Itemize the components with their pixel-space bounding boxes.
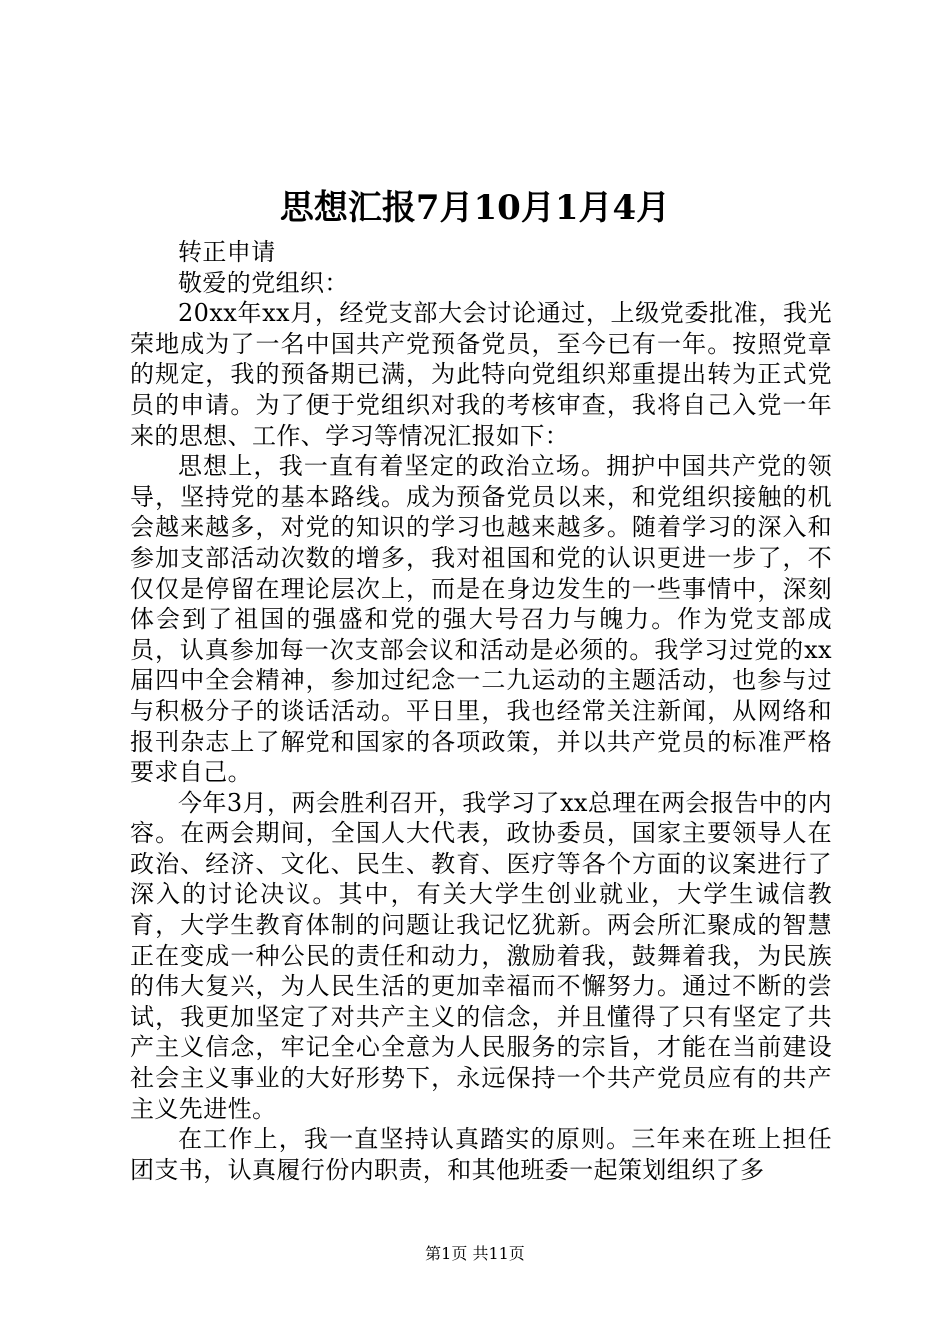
page-number: 第1页 共11页	[425, 1244, 525, 1263]
paragraph-salutation: 敬爱的党组织：	[178, 268, 349, 297]
paragraph-heading: 转正申请	[178, 238, 276, 266]
document-title: 思想汇报7月10月1月4月	[279, 188, 671, 228]
paragraph-intro: 20xx年xx月，经党支部大会讨论通过，上级党委批准，我光荣地成为了一名中国共产党预备党员，至今已有一年。按照党章的规定，我的预备期已满，为此特向党组织郑重提出转为正式党员的申请。为了便于党组织对我的考核审查，我将自己入党一年来的思想、工作、学习等情况汇报如下：	[130, 299, 832, 450]
document-body	[130, 237, 832, 1185]
paragraph-two-sessions: 今年3月，两会胜利召开，我学习了xx总理在两会报告中的内容。在两会期间，全国人大代表，政协委员，国家主要领导人在政治、经济、文化、民生、教育、医疗等各个方面的议案进行了深入的讨论决议。其中，有关大学生创业就业，大学生诚信教育，大学生教育体制的问题让我记忆犹新。两会所汇聚成的智慧正在变成一种公民的责任和动力，激励着我，鼓舞着我，为民族的伟大复兴，为人民生活的更加幸福而不懈努力。通过不断的尝试，我更加坚定了对共产主义的信念，并且懂得了只有坚定了共产主义信念，牢记全心全意为人民服务的宗旨，才能在当前建设社会主义事业的大好形势下，永远保持一个共产党员应有的共产主义先进性。	[130, 788, 832, 1123]
paragraph-thought: 思想上，我一直有着坚定的政治立场。拥护中国共产党的领导，坚持党的基本路线。成为预备党员以来，和党组织接触的机会越来越多，对党的知识的学习也越来越多。随着学习的深入和参加支部活动次数的增多，我对祖国和党的认识更进一步了，不仅仅是停留在理论层次上，而是在身边发生的一些事情中，深刻体会到了祖国的强盛和党的强大号召力与魄力。作为党支部成员，认真参加每一次支部会议和活动是必须的。我学习过党的xx届四中全会精神，参加过纪念一二九运动的主题活动，也参与过与积极分子的谈话活动。平日里，我也经常关注新闻，从网络和报刊杂志上了解党和国家的各项政策，并以共产党员的标准严格要求自己。	[130, 452, 832, 787]
paragraph-work: 在工作上，我一直坚持认真踏实的原则。三年来在班上担任团支书，认真履行份内职责，和其他班委一起策划组织了多	[130, 1125, 832, 1184]
